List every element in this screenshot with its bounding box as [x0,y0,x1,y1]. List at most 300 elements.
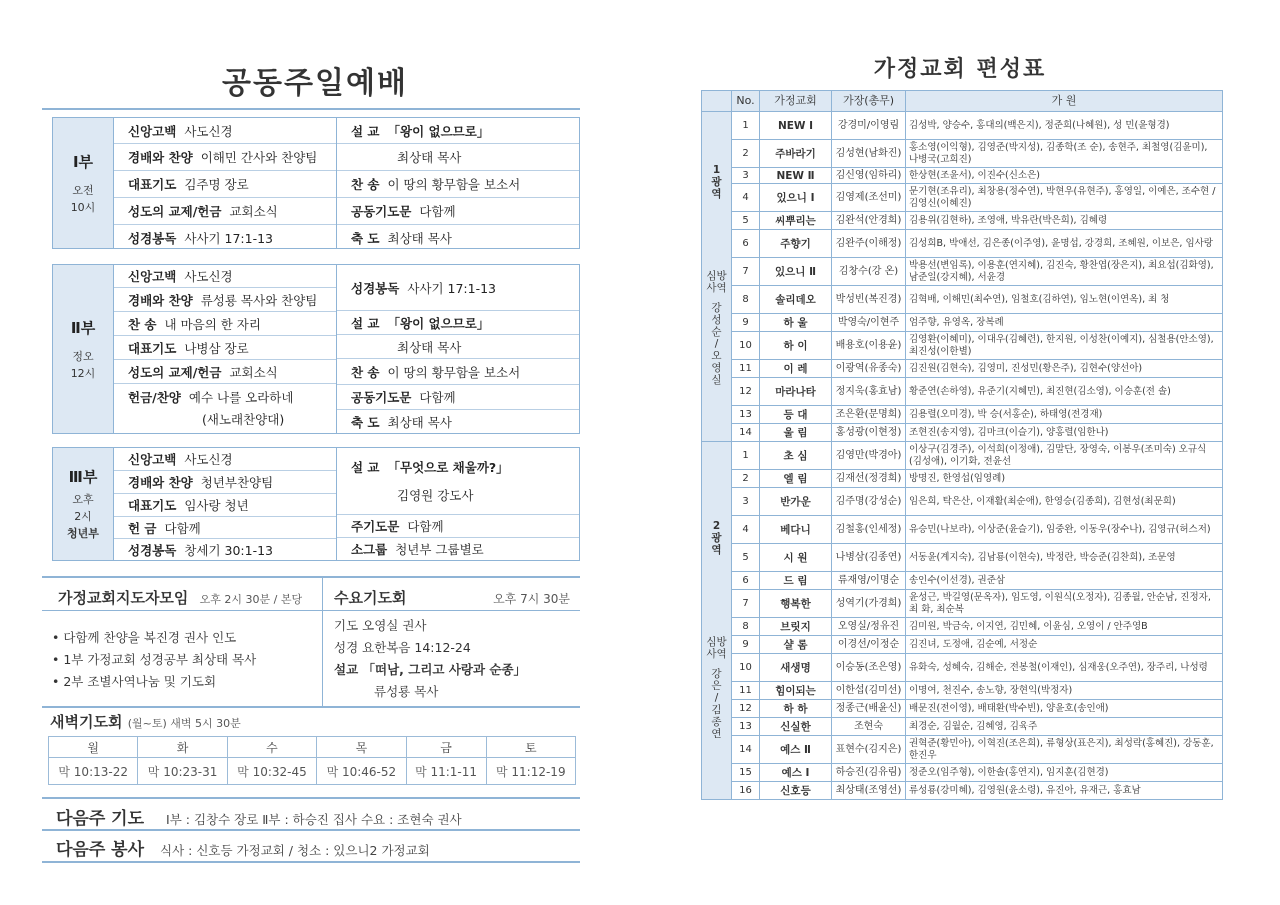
church-name: 있으니 Ⅱ [760,258,832,286]
service-2-time1: 정오 [72,349,94,363]
service-3-left [114,448,337,560]
table-row [702,332,1223,360]
roster-title: 가정교회 편성표 [873,57,1047,82]
row-no: 13 [732,718,760,736]
church-members: 조현진(송지영), 김마크(이슬기), 양홍렬(임한나) [906,424,1223,442]
service-3-time1: 오후 [72,493,94,506]
church-leader: 나병삼(김종연) [832,544,906,572]
church-name: 베다니 [760,516,832,544]
church-members: 김진녀, 도정애, 김순예, 서정순 [906,636,1223,654]
leaders-title-text: 가정교회지도자모임 [58,589,189,607]
table-row [702,378,1223,406]
day-header: 화 [138,737,227,758]
church-name: 등 대 [760,406,832,424]
church-name: 주바라기 [760,140,832,168]
table-row [702,424,1223,442]
table-row [702,212,1223,230]
next-prayer [56,804,462,829]
row-no: 5 [732,212,760,230]
list-item: 성경 요한복음 14:12-24 [334,640,471,655]
order-label: 대표기도 [128,498,177,513]
church-members: 이명여, 천진수, 송노향, 장현익(박정자) [906,682,1223,700]
service-2-time2: 12시 [70,366,96,380]
order-label: 축 도 [351,415,380,430]
church-name: 하 이 [760,332,832,360]
row-no: 10 [732,654,760,682]
service-2-left [114,265,337,433]
next-service [56,835,430,860]
region-char: 강 [711,302,722,314]
church-members: 박용선(변임록), 이용훈(연지혜), 김진숙, 황찬엽(장은지), 최요섭(김화영), 남준일(강지혜), 서윤경 [906,258,1223,286]
region-char: 2 [712,520,721,532]
church-leader: 배용호(이용윤) [832,332,906,360]
order-value: 김주명 장로 [184,177,249,192]
church-leader: 홍성광(이현정) [832,424,906,442]
divider [322,610,580,611]
order-value: 다함께 [419,204,456,219]
region-char: 은 [711,680,722,692]
church-name: 브릿지 [760,618,832,636]
order-value: 최상태 목사 [387,415,452,430]
dawn-title-text: 새벽기도회 [50,713,123,731]
church-name: 하 울 [760,314,832,332]
region-pastor [711,302,721,386]
church-name: 씨뿌리는 [760,212,832,230]
church-name: 하 하 [760,700,832,718]
order-value: 사도신경 [184,123,233,139]
row-no: 4 [732,184,760,212]
sermon-label: 설 교 [351,460,380,475]
service-2-name: Ⅱ부 [70,318,96,337]
row-no: 9 [732,636,760,654]
divider [42,797,580,799]
table-row [702,360,1223,378]
church-members: 김용렬(오미경), 박 승(서홍순), 하태영(전경재) [906,406,1223,424]
service-3-side [53,448,114,560]
row-no: 5 [732,544,760,572]
church-leader: 김완석(안경희) [832,212,906,230]
order-value: 이해민 간사와 찬양팀 [200,150,318,165]
table-row [702,572,1223,590]
order-value: 최상태 목사 [387,230,452,246]
day-reading: 막 10:46-52 [317,758,406,785]
church-name: 반가운 [760,488,832,516]
order-label: 대표기도 [128,177,177,192]
service-3-name: Ⅲ부 [68,468,98,486]
service-3-box [52,447,580,561]
order-label: 찬 송 [128,316,157,332]
table-row [702,140,1223,168]
leaders-items [52,627,256,693]
church-name: NEW Ⅰ [760,112,832,140]
table-row [702,618,1223,636]
church-name: 이 레 [760,360,832,378]
sermon-label: 설 교 [351,315,380,331]
church-name: 신실한 [760,718,832,736]
church-name: 초 심 [760,442,832,470]
order-value: 임사랑 청년 [184,498,249,513]
wednesday-time: 오후 7시 30분 [493,592,570,606]
next-service-title: 다음주 봉사 [56,840,145,860]
region-char: 강 [711,668,722,680]
dawn-title [50,711,241,732]
church-leader: 김영만(박경아) [832,442,906,470]
church-leader: 김성현(남화진) [832,140,906,168]
list-item: • 1부 가정교회 성경공부 최상태 목사 [52,652,257,667]
dawn-sub: (월~토) 새벽 5시 30분 [127,717,241,730]
row-no: 8 [732,618,760,636]
row-no: 7 [732,258,760,286]
church-members: 김용위(김현하), 조영애, 박유란(박은희), 김혜령 [906,212,1223,230]
leaders-title [58,587,302,608]
order-label: 신앙고백 [128,123,177,139]
church-leader: 박성빈(복진경) [832,286,906,314]
region-label [702,442,731,740]
church-name: 엘 림 [760,470,832,488]
row-no: 11 [732,360,760,378]
table-row [702,184,1223,212]
next-prayer-text: Ⅰ부 : 김창수 장로 Ⅱ부 : 하승진 집사 수요 : 조현숙 권사 [166,812,462,827]
church-leader: 김신영(임하리) [832,168,906,184]
row-no: 2 [732,140,760,168]
region-cell-1 [702,112,732,442]
header-church: 가정교회 [760,91,832,112]
choir-name: (새노래찬양대) [202,412,285,427]
list-item: • 다함께 찬양을 복진경 권사 인도 [52,630,237,645]
region-ministry [706,636,726,660]
service-3-time2: 2시 [74,510,92,523]
church-name: 힘이되는 [760,682,832,700]
order-value: 교회소식 [229,364,278,380]
church-members: 김영환(이혜미), 이대우(김혜련), 한지원, 이성찬(이예지), 심철용(안소영), 최진성(이한별) [906,332,1223,360]
church-leader: 김창수(강 온) [832,258,906,286]
church-leader: 최상태(조영선) [832,782,906,800]
row-no: 7 [732,590,760,618]
service-1-time1: 오전 [72,183,94,197]
order-value: 이 땅의 황무함을 보소서 [387,177,521,192]
church-leader: 강경미/이영림 [832,112,906,140]
church-leader: 조은환(문명희) [832,406,906,424]
church-members: 김성희B, 박애선, 김은종(이주영), 윤명섭, 강경희, 조혜원, 이보은, 임사랑 [906,230,1223,258]
wednesday-items [334,615,526,703]
region-char: 광 [711,532,722,544]
church-members: 임은희, 탁은산, 이재활(최순애), 한영승(김종희), 김현성(최문희) [906,488,1223,516]
order-value: 다함께 [419,390,456,405]
church-leader: 김영제(조선미) [832,184,906,212]
church-members: 서동윤(계지숙), 김남룡(이현숙), 박정란, 박승준(김찬희), 조문영 [906,544,1223,572]
row-no: 1 [732,442,760,470]
church-name: 솔리데오 [760,286,832,314]
bulletin-title: 공동주일예배 [222,66,408,101]
service-1-side [53,118,114,248]
row-no: 4 [732,516,760,544]
day-reading: 막 10:32-45 [227,758,316,785]
region-cell-2 [702,442,732,800]
service-2-side [53,265,114,433]
day-header: 수 [227,737,316,758]
table-row [702,718,1223,736]
header-members: 가 원 [906,91,1223,112]
church-members: 배문진(전이영), 배태환(박수빈), 양윤호(송인애) [906,700,1223,718]
table-row [702,764,1223,782]
reading-label: 성경봉독 [351,280,400,296]
order-value: 내 마음의 한 자리 [164,316,261,332]
row-no: 16 [732,782,760,800]
table-row [702,168,1223,184]
table-row [702,488,1223,516]
service-2-right [337,265,579,433]
church-members: 유승민(나보라), 이상준(윤슬기), 임중완, 이동우(장수나), 김영규(허스저) [906,516,1223,544]
order-value: 다함께 [407,519,444,534]
region-char: 김 [711,704,722,716]
church-leader: 조현숙 [832,718,906,736]
divider [42,829,580,831]
region-label [702,112,731,386]
day-reading: 막 10:23-31 [138,758,227,785]
day-header: 토 [486,737,575,758]
header-no: No. [732,91,760,112]
dawn-reading-table [48,736,576,785]
order-label: 신앙고백 [128,269,177,284]
order-label: 신앙고백 [128,452,177,467]
region-ministry [706,270,726,294]
church-leader: 성역기(가경희) [832,590,906,618]
region-pastor [711,668,721,740]
region-char: 1 [712,164,721,176]
church-leader: 김완주(이해정) [832,230,906,258]
service-2-box [52,264,580,434]
church-name: 신호등 [760,782,832,800]
sermon-title: 「무엇으로 채울까?」 [387,460,509,475]
table-row [702,654,1223,682]
service-3-time3: 청년부 [67,527,99,540]
church-leader: 이경선/이정순 [832,636,906,654]
church-members: 김미원, 박금숙, 이지연, 김민혜, 이윤심, 오영이 / 안주영B [906,618,1223,636]
order-label: 헌 금 [128,520,157,536]
region-char: 역 [711,544,722,556]
divider [42,610,322,611]
order-label: 헌금/찬양 [128,390,181,405]
order-label: 성경봉독 [128,543,177,558]
order-value: 교회소식 [229,204,278,219]
next-service-text: 식사 : 신호등 가정교회 / 청소 : 있으니2 가정교회 [160,843,430,858]
order-label: 성도의 교제/헌금 [128,364,222,380]
order-value: 사사기 17:1-13 [184,230,273,246]
table-row [702,736,1223,764]
order-label: 경배와 찬양 [128,475,193,490]
service-3-right [337,448,579,560]
sermon-label: 설 교 [351,123,380,139]
row-no: 11 [732,682,760,700]
order-label: 축 도 [351,230,380,246]
church-members: 엄주향, 유영옥, 장복례 [906,314,1223,332]
order-label: 성경봉독 [128,230,177,246]
day-reading: 막 11:12-19 [486,758,575,785]
order-label: 공동기도문 [351,204,412,219]
sermon-preacher: 최상태 목사 [397,339,462,355]
region-char: / [714,692,719,704]
order-label: 찬 송 [351,364,380,380]
order-value: 사도신경 [184,452,233,467]
church-leader: 오영실/정유진 [832,618,906,636]
church-members: 김진원(김현숙), 김영미, 진성민(황은주), 김현수(양선아) [906,360,1223,378]
house-church-table [701,90,1223,800]
church-leader: 김재선(정경희) [832,470,906,488]
table-row [702,406,1223,424]
day-header: 금 [406,737,486,758]
church-name: 주향기 [760,230,832,258]
church-name: 있으니 Ⅰ [760,184,832,212]
row-no: 3 [732,488,760,516]
order-label: 경배와 찬양 [128,150,193,165]
order-value: 청년부 그룹별로 [395,542,484,557]
day-header: 월 [49,737,138,758]
church-members: 이상구(김경주), 이석희(이정애), 김말단, 장영숙, 이봉우(조미숙) 오규식(김성애), 이기화, 전윤선 [906,442,1223,470]
order-label: 경배와 찬양 [128,292,193,308]
region-char: / [714,338,719,350]
church-leader: 정종근(배윤신) [832,700,906,718]
church-name: NEW Ⅱ [760,168,832,184]
row-no: 9 [732,314,760,332]
table-row [702,782,1223,800]
table-row [702,314,1223,332]
row-no: 1 [732,112,760,140]
church-members: 문기현(조유리), 최창용(정수연), 박현우(유현주), 홍영일, 이예은, 조수현 / 김영신(이혜진) [906,184,1223,212]
order-value: 예수 나를 오라하네 [188,390,294,405]
church-members: 한상현(조윤서), 이진수(신소은) [906,168,1223,184]
title-divider [42,108,580,110]
table-row [702,442,1223,470]
church-members: 김성박, 양승수, 홍대의(백은지), 정준희(나혜원), 성 민(윤형경) [906,112,1223,140]
row-no: 12 [732,378,760,406]
church-leader: 이승동(조은영) [832,654,906,682]
order-value: 청년부찬양팀 [200,475,274,490]
church-name: 행복한 [760,590,832,618]
divider [42,576,580,578]
church-members: 방명진, 한영섭(임영례) [906,470,1223,488]
church-name: 새생명 [760,654,832,682]
table-row [702,590,1223,618]
church-members: 최경순, 김월순, 김혜영, 김육주 [906,718,1223,736]
church-name: 울 림 [760,424,832,442]
row-no: 15 [732,764,760,782]
order-value: 사도신경 [184,269,233,284]
divider [42,861,580,863]
church-members: 김혁배, 이해민(최수연), 임철호(김하연), 임노현(이연옥), 최 청 [906,286,1223,314]
sermon-title: 「왕이 없으므로」 [387,123,490,139]
service-1-box [52,117,580,249]
church-members: 홍소영(이익형), 김영준(박지성), 김종학(조 순), 송현주, 최철영(김윤미), 나병국(고희진) [906,140,1223,168]
row-no: 14 [732,424,760,442]
table-row [702,700,1223,718]
order-label: 성도의 교제/헌금 [128,204,222,219]
wednesday-title: 수요기도회 [334,589,407,607]
table-row [702,286,1223,314]
order-label: 주기도문 [351,519,400,534]
church-name: 예스 Ⅰ [760,764,832,782]
row-no: 2 [732,470,760,488]
church-members: 송인수(이선경), 권준삼 [906,572,1223,590]
order-value: 나병삼 장로 [184,340,249,356]
region-char: 사역 [706,282,727,294]
table-row [702,112,1223,140]
church-members: 권혁준(황민아), 이혁진(조은희), 류형상(표은지), 최성락(홍혜진), 강동훈, 한진우 [906,736,1223,764]
church-leader: 박영숙/이현주 [832,314,906,332]
header-cell [702,91,732,112]
order-value: 다함께 [164,520,201,536]
church-leader: 이한섭(김미선) [832,682,906,700]
region-char: 역 [711,188,722,200]
region-char: 오 [711,350,722,362]
table-row [702,470,1223,488]
order-label: 소그룹 [351,542,388,557]
sermon-title: 「왕이 없으므로」 [387,315,490,331]
church-leader: 류재영/이명순 [832,572,906,590]
church-name: 샬 롬 [760,636,832,654]
order-label: 공동기도문 [351,390,412,405]
header-leader: 가장(총무) [832,91,906,112]
church-leader: 김주명(강성순) [832,488,906,516]
region-char: 실 [711,374,722,386]
region-char: 순 [711,326,722,338]
list-item: 설교 「떠남, 그리고 사랑과 순종」 [334,662,527,677]
order-value: 이 땅의 황무함을 보소서 [387,364,521,380]
row-no: 12 [732,700,760,718]
leaders-time: 오후 2시 30분 / 본당 [199,593,303,606]
church-leader: 정지욱(홍효남) [832,378,906,406]
list-item: • 2부 조별사역나눔 및 기도회 [52,674,217,689]
day-reading: 막 10:13-22 [49,758,138,785]
church-name: 예스 Ⅱ [760,736,832,764]
next-prayer-title: 다음주 기도 [56,809,145,829]
region-char: 광 [711,176,722,188]
region-char: 심방 [706,636,727,648]
order-value: 류성룡 목사와 찬양팀 [200,292,318,308]
church-members: 유화숙, 성혜숙, 김해순, 전봉철(이재인), 심재웅(오주연), 장주리, 나성령 [906,654,1223,682]
church-leader: 김철홍(인세정) [832,516,906,544]
church-leader: 하승진(김유림) [832,764,906,782]
church-name: 마라나타 [760,378,832,406]
region-char: 종 [711,716,722,728]
region-number [711,164,721,200]
church-members: 윤성근, 박길영(문옥자), 임도영, 이원식(오정자), 김종월, 안순남, 진정자, 최 화, 최순복 [906,590,1223,618]
table-row [702,230,1223,258]
service-1-name: Ⅰ부 [72,152,94,171]
church-members: 정준오(임주형), 이한솔(홍연지), 임지훈(김현경) [906,764,1223,782]
day-header: 목 [317,737,406,758]
table-row [702,682,1223,700]
region-number [711,520,721,556]
church-members: 황준연(손하영), 유준기(지혜민), 최진현(김소영), 이승훈(전 솔) [906,378,1223,406]
divider [42,706,580,708]
order-label: 대표기도 [128,340,177,356]
column-divider [322,576,323,706]
order-label: 찬 송 [351,177,380,192]
church-name: 드 림 [760,572,832,590]
service-1-time2: 10시 [70,200,96,214]
row-no: 8 [732,286,760,314]
region-char: 심방 [706,270,727,282]
region-char: 성 [711,314,722,326]
list-item: 기도 오영실 권사 [334,618,427,633]
table-row [702,636,1223,654]
row-no: 13 [732,406,760,424]
table-row [702,258,1223,286]
row-no: 3 [732,168,760,184]
row-no: 6 [732,572,760,590]
region-char: 연 [711,728,722,740]
region-char: 영 [711,362,722,374]
